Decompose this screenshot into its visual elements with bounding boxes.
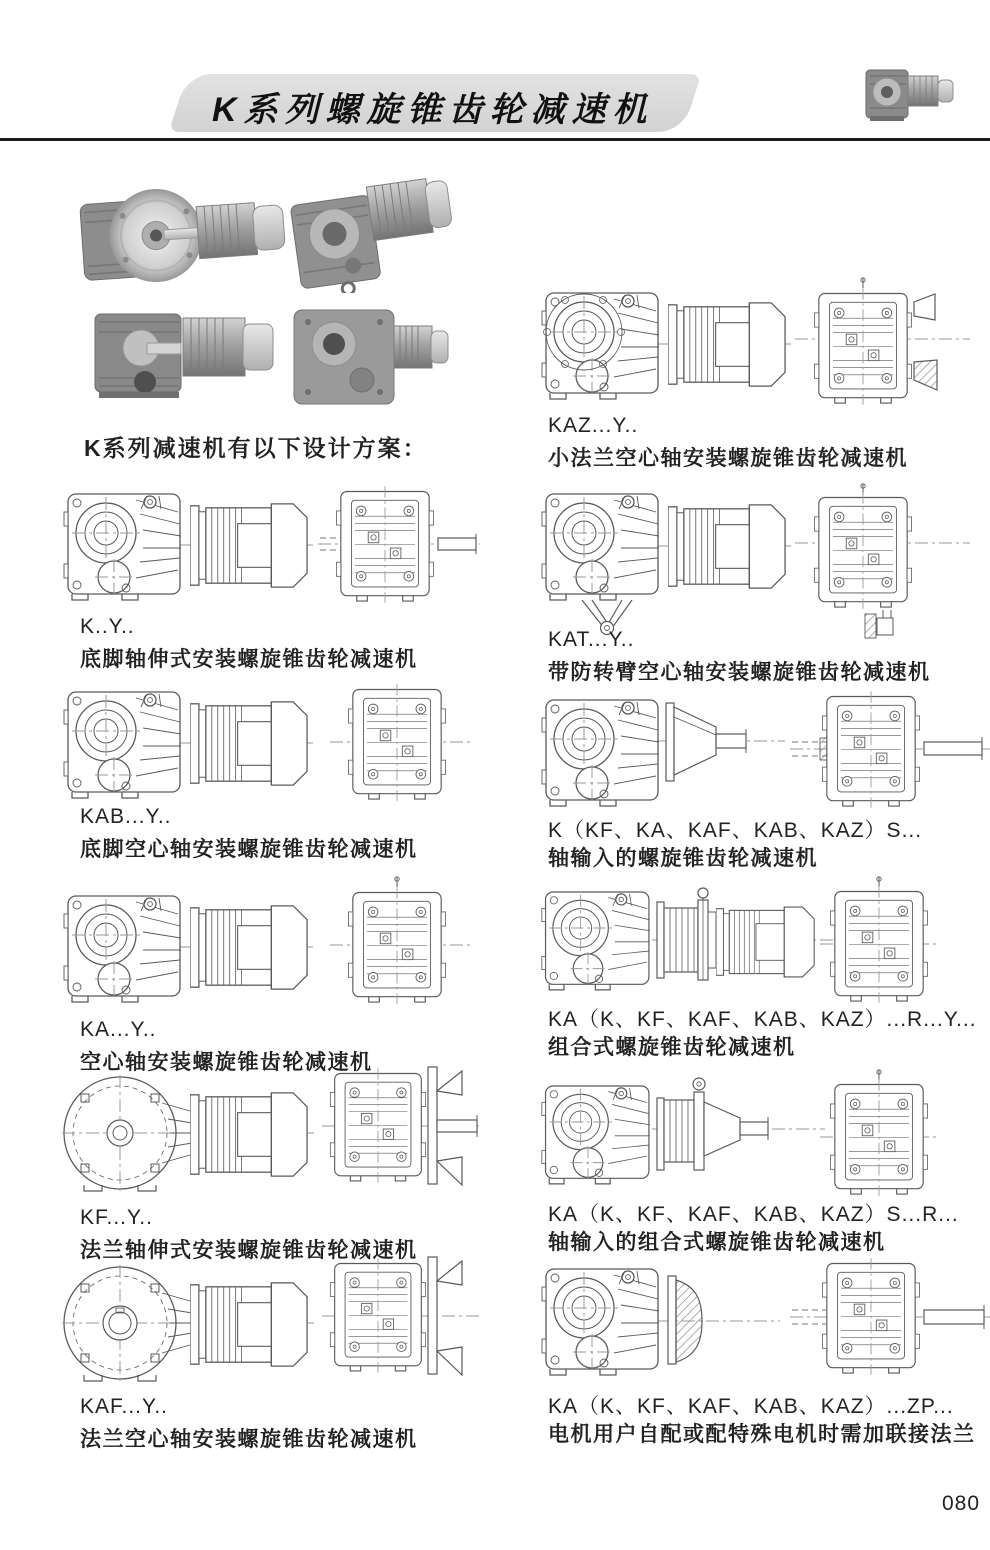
entry-model-code: KA...Y..: [80, 1018, 157, 1041]
entry-model-code: KAZ...Y..: [548, 414, 639, 437]
header-gearmotor-photo: [862, 60, 958, 126]
entry-model-code: KAF...Y..: [80, 1395, 168, 1418]
entry-description: 法兰轴伸式安装螺旋锥齿轮减速机: [80, 1239, 418, 1262]
front-view-drawing: [795, 482, 985, 640]
entry-model-code: KA（K、KF、KAF、KAB、KAZ）S...R...: [548, 1203, 959, 1226]
side-view-drawing: [62, 681, 314, 807]
intro-text: K系列减速机有以下设计方案：: [84, 435, 428, 461]
entry-KA-Y: [60, 875, 485, 1073]
side-view-drawing: [540, 282, 792, 408]
header-divider: [0, 138, 990, 141]
entry-description: 电机用户自配或配特殊电机时需加联接法兰: [548, 1423, 976, 1446]
entry-KF-Y: [60, 1063, 485, 1261]
front-view-drawing: [790, 1255, 990, 1385]
entry-description: 轴输入的螺旋锥齿轮减速机: [548, 847, 818, 870]
entry-description: 小法兰空心轴安装螺旋锥齿轮减速机: [548, 447, 908, 470]
entry-model-code: KAB...Y..: [80, 805, 172, 828]
side-view-drawing: [62, 1073, 314, 1197]
front-view-drawing: [818, 875, 940, 1009]
product-photo-flange-shaft: [78, 182, 293, 287]
side-view-drawing: [540, 1072, 830, 1198]
entry-description: 轴输入的组合式螺旋锥齿轮减速机: [548, 1231, 886, 1254]
product-photo-foot-mounted: [85, 300, 280, 402]
entry-description: 带防转臂空心轴安装螺旋锥齿轮减速机: [548, 661, 931, 684]
entry-KAZ-Y: [540, 276, 990, 468]
side-view-drawing: [62, 885, 314, 1011]
side-view-drawing: [540, 691, 792, 815]
entry-model-code: KA（K、KF、KAF、KAB、KAZ）...ZP...: [548, 1395, 954, 1418]
side-view-drawing: [540, 486, 792, 638]
page-number: 080: [942, 1492, 981, 1515]
front-view-drawing: [322, 1253, 480, 1387]
entry-description: 空心轴安装螺旋锥齿轮减速机: [80, 1051, 373, 1074]
front-view-drawing: [322, 1063, 480, 1197]
entry-model-code: KF...Y..: [80, 1206, 153, 1229]
page-title: K系列螺旋锥齿轮减速机: [212, 91, 654, 129]
entry-KAT-Y: [540, 482, 990, 684]
front-view-drawing: [795, 276, 985, 410]
entry-description: 组合式螺旋锥齿轮减速机: [548, 1036, 796, 1059]
entry-KA-S-R: [540, 1068, 990, 1254]
entry-model-code: K..Y..: [80, 615, 135, 638]
entry-model-code: K（KF、KA、KAF、KAB、KAZ）S...: [548, 819, 923, 842]
product-photo-hollow-shaft: [285, 175, 460, 293]
front-view-drawing: [818, 1068, 940, 1202]
side-view-drawing: [62, 483, 314, 609]
entry-model-code: KAT...Y..: [548, 628, 635, 651]
side-view-drawing: [540, 1258, 780, 1384]
entry-description: 底脚空心轴安装螺旋锥齿轮减速机: [80, 838, 418, 861]
entry-KA-ZP: [540, 1255, 990, 1447]
entry-description: 法兰空心轴安装螺旋锥齿轮减速机: [80, 1428, 418, 1451]
entry-KAB-Y: [60, 681, 485, 861]
front-view-drawing: [790, 688, 990, 816]
side-view-drawing: [62, 1263, 314, 1387]
entry-description: 底脚轴伸式安装螺旋锥齿轮减速机: [80, 648, 418, 671]
entry-K-Y: [60, 483, 485, 675]
entry-model-code: KA（K、KF、KAF、KAB、KAZ）...R...Y...: [548, 1008, 977, 1031]
front-view-drawing: [322, 875, 478, 1009]
product-photo-block-housing: [288, 298, 453, 410]
entry-KAF-Y: [60, 1253, 485, 1451]
front-view-drawing: [318, 483, 480, 609]
side-view-drawing: [540, 878, 840, 1006]
front-view-drawing: [322, 681, 478, 807]
entry-KA-R-Y: [540, 875, 990, 1057]
entry-K-S: [540, 688, 990, 870]
